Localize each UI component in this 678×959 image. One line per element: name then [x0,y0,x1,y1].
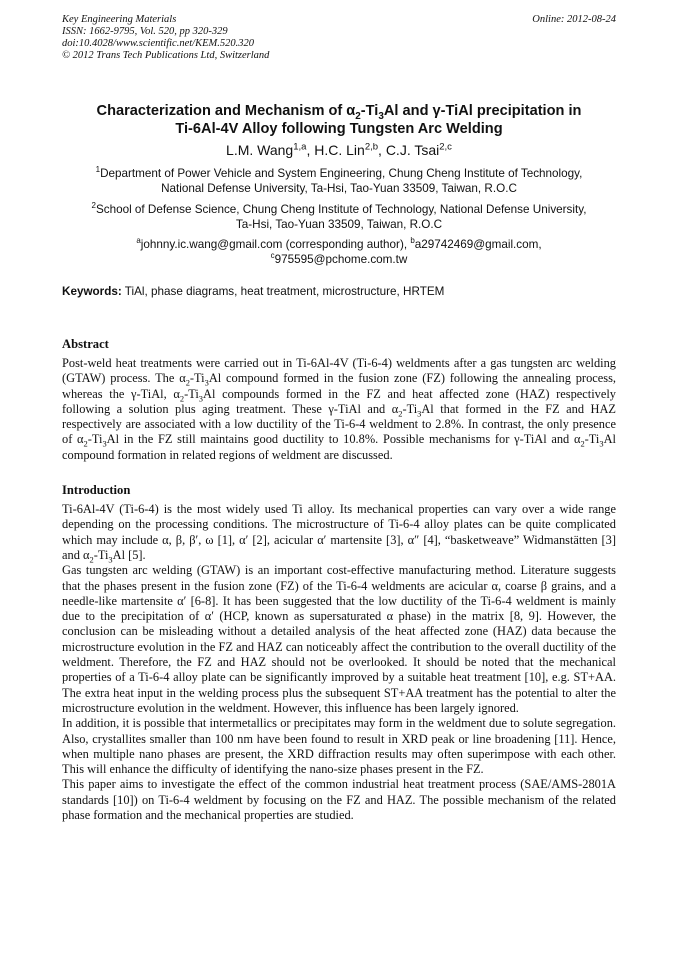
page-header [62,14,616,62]
journal-name: Key Engineering Materials [62,14,177,25]
email-c[interactable]: 975595@pchome.com.tw [274,253,408,266]
email-a[interactable]: johnny.ic.wang@gmail.com (corresponding author), [140,238,411,251]
issn-line: ISSN: 1662-9795, Vol. 520, pp 320-329 [62,26,228,37]
introduction-text [62,502,616,823]
copyright-line: © 2012 Trans Tech Publications Ltd, Switzerland [62,50,270,61]
intro-paragraph-1: Ti-6Al-4V (Ti-6-4) is the most widely used Ti alloy. Its mechanical properties can vary over a wide range depending on the processing conditions. The microstructure of Ti-6-4 alloy plates can be quite complicated which may include α, β, β′, ω [1], α′ [2], acicular α′ martensite [3], α″ [4], “basketweave” Widmanstätten [3] and $\alpha_2-Ti_3Al$ [5]. [62,502,616,565]
doi-line: doi:10.4028/www.scientific.net/KEM.520.320 [62,38,254,49]
author-list: L.M. Wang$^{1,a}$, H.C. Lin$^{2,b}$, C.J. Tsai$^{2,c}$ [226,141,452,158]
publication-info [62,14,269,62]
intro-paragraph-4: This paper aims to investigate the effect of the common industrial heat treatment process (SAE/AMS-2801A standards [10]) on Ti-6-4 weldment by focusing on the FZ and HAZ. The possible mechanism of the related phase formation and the mechanical properties are studied. [62,777,616,823]
paper-title [62,102,616,138]
keywords [62,284,616,299]
intro-paragraph-3: In addition, it is possible that intermetallics or precipitates may form in the weldment due to solute segregation. Also, crystallites smaller than 100 nm have been found to result in XRD peak or line broadening [11]. Hence, when multiple nano phases are present, the XRD diffraction results may often superimpose with each other. This will enhance the difficulty of identifying the nano-size phases present in the FZ. [62,716,616,777]
author-emails: $^a$johnny.ic.wang@gmail.com (corresponding author), $^b$a29742469@gmail.com, $^c$975595@pchome.com.tw [136,236,542,266]
introduction-heading: Introduction [62,483,131,498]
intro-paragraph-2: Gas tungsten arc welding (GTAW) is an important cost-effective manufacturing method. Literature suggests that the phases present in the fusion zone (FZ) of the Ti-6-4 weldments are acicular α, coarse β grains, and a needle-like martensite α′ [6-8]. It has been suggested that the low ductility of the Ti-6-4 weldment is mainly due to the precipitation of α′ (HCP, known as supersaturated α phase) in the matrix [8, 9]. However, the conclusion can be misleading without a detailed analysis of the heat affected zone (HAZ) data because the microstructure evolution in the FZ and HAZ can noticeably affect the contribution to the overall ductility of the weldment. Therefore, the FZ and HAZ should not be overlooked. It should be noted that the mechanical properties of a Ti-6-4 alloy plate can be significantly improved by a suitable heat treatment [10], e.g. ST+AA. The extra heat input in the welding process plus the subsequent ST+AA treatment has the potential to alter the microstructure evolution in the weldment. However, this influence has been largely ignored. [62,563,616,715]
title-line-1: Characterization and Mechanism of $\alpha_2-Ti_3Al$ and γ-TiAl precipitation in [96,103,582,122]
abstract-text: Post-weld heat treatments were carried out in Ti-6Al-4V (Ti-6-4) weldments after a gas tungsten arc welding (GTAW) process. The $\alpha_2-Ti_3Al$ compound formed in the fusion zone (FZ) following the annealing process, whereas the γ-TiAl, $\alpha_2-Ti_3Al$ compounds formed in the FZ and heat affected zone (HAZ) respectively following a solution plus aging treatment. These γ-TiAl and $\alpha_2-Ti_3Al$ that formed in the FZ and HAZ respectively are associated with a low ductility of the Ti-6-4 weldment to 2.8%. In contrast, the only presence of $\alpha_2-Ti_3Al$ in the FZ still maintains good ductility to 10.8%. Possible mechanisms for γ-TiAl and $\alpha_2-Ti_3Al$ compound formation in related regions of weldment are discussed. [62,356,616,462]
keywords-text: TiAl, phase diagrams, heat treatment, microstructure, HRTEM [121,285,445,298]
abstract-heading: Abstract [62,337,109,351]
email-b[interactable]: a29742469@gmail.com, [414,238,542,251]
affiliation-1: $^1$Department of Power Vehicle and System Engineering, Chung Cheng Institute of Technology, National Defense University, Ta-Hsi, Tao-Yuan 33509, Taiwan, R.O.C [95,165,583,195]
keywords-label: Keywords: [62,285,122,298]
affiliation-2: $^2$School of Defense Science, Chung Cheng Institute of Technology, National Defense University, Ta-Hsi, Tao-Yuan 33509, Taiwan, R.O.C [91,201,587,231]
online-date: Online: 2012-08-24 [532,14,616,25]
title-line-2: Ti-6Al-4V Alloy following Tungsten Arc Welding [175,121,503,137]
